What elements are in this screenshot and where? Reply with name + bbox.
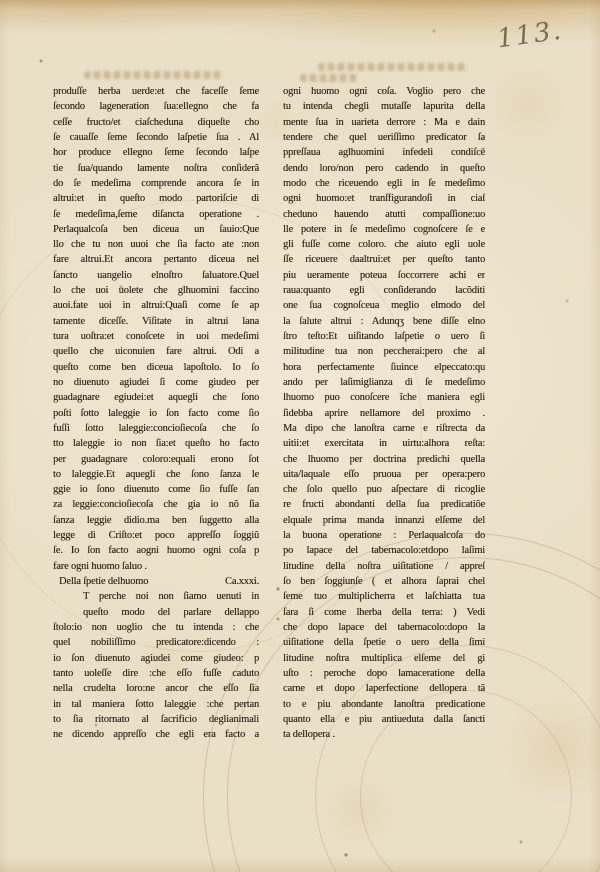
text-line: ſe medeſima,ſeme diſancta operatione . xyxy=(53,208,259,220)
text-line: mente ſua in uarieta derrore : Ma e dain xyxy=(283,116,485,128)
text-line: queſto modo del parlare dellappo xyxy=(83,606,259,618)
text-line: elquale prima manda innanzi elſeme del xyxy=(283,514,485,526)
text-line: litudine noſtra multiplica elſeme del gi xyxy=(283,652,485,664)
text-line: tendere che quel ueriſſimo predicator ſa xyxy=(283,131,485,143)
text-line: T perche noi non ſiamo uenuti in xyxy=(83,591,259,603)
bleed-through-mark xyxy=(84,71,224,79)
text-line: to laleggie.Et aquegli che ſono ſanza le xyxy=(53,468,259,480)
text-line: legge di Criſto:et poco appreſſo ſoggiũ xyxy=(53,530,259,542)
text-line: ſecondo lageneration ſua:ellegno che fa xyxy=(53,101,259,113)
text-line: ſe cauaſſe ſeme ſecondo laſpetie ſua . Al xyxy=(53,131,259,143)
text-line: ne dicendo appreſſo che egli era facto a xyxy=(53,729,259,741)
text-line: Perlaqualcoſa ben diceua un ſauio:Que xyxy=(53,223,259,235)
text-line: tu intenda chegli mutaſſe lapurita della xyxy=(283,101,485,113)
text-line: ppreſſaua aglhuomini infedeli condiſcē xyxy=(283,147,485,159)
text-column-left xyxy=(53,84,259,742)
text-line: fare ogni huomo ſaluo . xyxy=(53,560,147,572)
text-line: per guadagnare coloro:equali erono ſot xyxy=(53,453,259,465)
text-line: do ſe medeſima comprende ancora ſe in xyxy=(53,177,259,189)
text-line: queſto come ben diceua lapoſtolo. Io ſo xyxy=(53,361,259,373)
text-line: hor produce ellegno ſeme ſecondo laſpe xyxy=(53,147,259,159)
text-line: ſidebba aprire nellamore del proximo . xyxy=(283,407,485,419)
text-line: in tal maniera ſotto laleggie :che pertan xyxy=(53,698,259,710)
ink-specks xyxy=(0,0,2,2)
text-line: quanto ella e piu antiueduta dalla ſancti xyxy=(283,713,485,725)
text-line: ta dellopera . xyxy=(283,729,335,741)
text-line: lhuomo puo conoſcere ĩche maniera egli xyxy=(283,392,485,404)
text-line: lo che uoi uolete che glhuomini faccino xyxy=(53,285,259,297)
text-line: guadagnare egiudei:et aquegli che ſono xyxy=(53,392,259,404)
text-line: lle potere in ſe medeſimo cognoſcere ſe e xyxy=(283,223,485,235)
text-line: piu ueramente poteua ſoccorrere achi er xyxy=(283,269,485,281)
text-line: ogni huomo:et tranſfigurandoſi in ciaſ xyxy=(283,193,485,205)
text-line: ſancto uangelio elnoſtro ſaluatore.Quel xyxy=(53,269,259,281)
text-line: che dopo lapace del tabernacolo:dopo la xyxy=(283,621,485,633)
text-line: tamente diceſſe. Viſitate in altrui lana xyxy=(53,315,259,327)
text-line: fuſſi ſotto laleggie:concioſiecoſa che ſo xyxy=(53,422,259,434)
text-line: che lhuomo per doctrina predichi quella xyxy=(283,453,485,465)
text-column-right xyxy=(283,84,485,742)
chapter-number: Ca.xxxi. xyxy=(224,576,259,587)
text-line: no diuenuto agiudei ſi come giudeo per xyxy=(53,376,259,388)
text-line: modo che riceuendo egli in ſe medeſimo xyxy=(283,177,485,189)
text-line: ſe. Io ſon facto aogni huomo ogni coſa p xyxy=(53,545,259,557)
text-line: llo che tu non uuoi che ſia facto ate :non xyxy=(53,239,259,251)
text-line: ceſſe fructo/et ciaſcheduna diqueſte cho xyxy=(53,116,259,128)
text-line: quello che uiconuien fare altrui. Odi a xyxy=(53,346,259,358)
text-line: to e piu abondante lanoſtra predicatione xyxy=(283,698,485,710)
text-line: ſo ben ſoggiunſe ( et alhora ſaprai chel xyxy=(283,576,485,587)
text-line: che ſolo quello puo aſpectare di ricoglie xyxy=(283,484,485,496)
bleed-through-mark xyxy=(318,63,468,71)
text-line: uitii:et exercitata in uirtu:alhora reſta: xyxy=(283,438,485,450)
text-line: io ſon diuenuto agiudei come giudeo: p xyxy=(53,652,259,664)
text-line: ſanza leggie didio.ma ben ſuggetto alla xyxy=(53,514,259,526)
text-line: ſeme tuo multiplicherra et laſchiatta tua xyxy=(283,591,485,603)
text-line: Ma dipo che lanoſtra carne e riſtrecta da xyxy=(283,422,485,434)
text-line: carne et dopo laperfectione dellopera tã xyxy=(283,683,485,695)
text-line: ſſe riceuere daaltrui:et per queſto tanto xyxy=(283,254,485,266)
text-line: raua:quanto egli conſiderando lacõditi xyxy=(283,285,485,297)
text-line: uſto : peroche dopo lamaceratione della xyxy=(283,667,485,679)
text-line: militudine tua non peccherai:pero che al xyxy=(283,346,485,358)
bleed-through-mark xyxy=(300,74,358,82)
text-line: ando per laſimiglianza di ſe medeſimo xyxy=(283,376,485,388)
text-line: fare altrui.Et ancora pertanto diceua nel xyxy=(53,254,259,266)
text-line: produſſe herba uerde:et che faceſſe ſeme xyxy=(53,86,259,97)
text-line: ſtolo:io non uoglio che tu intenda : che xyxy=(53,621,259,633)
text-line: nella crudelta loro:ne ancor che eſſo ſia xyxy=(53,683,259,695)
text-line: uiſitatione della ſpetie o uero della ſimi xyxy=(283,637,485,649)
text-line: altrui:et in queſto modo partoriſcie di xyxy=(53,193,259,205)
chapter-title: Della ſpetie delhuomo xyxy=(59,576,149,587)
text-line: litudine della noſtra uiſitatione / appreſ xyxy=(283,560,485,572)
text-line: ggie io ſono diuenuto come ſio fuſſe ſan xyxy=(53,484,259,496)
text-line: one ſua cognoſceua meglio elmodo del xyxy=(283,300,485,312)
text-line: po lapace del tabernacolo:etdopo laſimi xyxy=(283,545,485,557)
text-line: uita/laquale eſſo pruoua per opera:pero xyxy=(283,468,485,480)
text-line: la ſalute altrui : Adunqʒ bene diſſe elno xyxy=(283,315,485,327)
text-line: gli fuſſe come coloro. che aiuto egli uole xyxy=(283,239,485,251)
text-line: ogni huomo ogni coſa. Voglio pero che xyxy=(283,86,485,97)
text-line: quel nobiliſſimo predicatore:dicendo : xyxy=(53,637,259,649)
folio-number-handwritten: 113. xyxy=(495,15,565,55)
text-line: za leggie:concioſiecoſa che gia io nõ ſia xyxy=(53,499,259,511)
text-line: poſti ſotto laleggie io ſon facto come ſio xyxy=(53,407,259,419)
text-line: dendo loro/non pero cadendo in queſto xyxy=(283,162,485,174)
text-line: tie ſua/quando lamente noſtra conſiderã xyxy=(53,162,259,174)
text-line: hora perfectamente ſiuince elpeccato:qu xyxy=(283,361,485,373)
text-line: re fructi abondanti della ſua predicatiõe xyxy=(283,499,485,511)
text-line: ſtro teſto:Et uiſitando laſpetie o uero ſi xyxy=(283,331,485,342)
chapter-heading xyxy=(53,574,259,589)
text-line: auoi.fate uoi in altrui:Quaſi come ſe ap xyxy=(53,300,259,312)
text-line: to ſia ritornato al ſacrificio deglianimali xyxy=(53,713,259,725)
text-line: tanto uoleſſe dire :che eſſo fuſſe caduto xyxy=(53,667,259,679)
text-line: cheduno hauendo atutti compaſſione:uo xyxy=(283,208,485,220)
text-line: tto laleggie io non ſia:et queſto ho facto xyxy=(53,438,259,450)
text-line: tura uoſtra:et conoſcete in uoi medeſimi xyxy=(53,331,259,342)
text-line: ſara ſi come lherba della terra: ) Vedi xyxy=(283,606,485,618)
text-line: la buona operatione : Perlaqualcoſa do xyxy=(283,530,485,542)
